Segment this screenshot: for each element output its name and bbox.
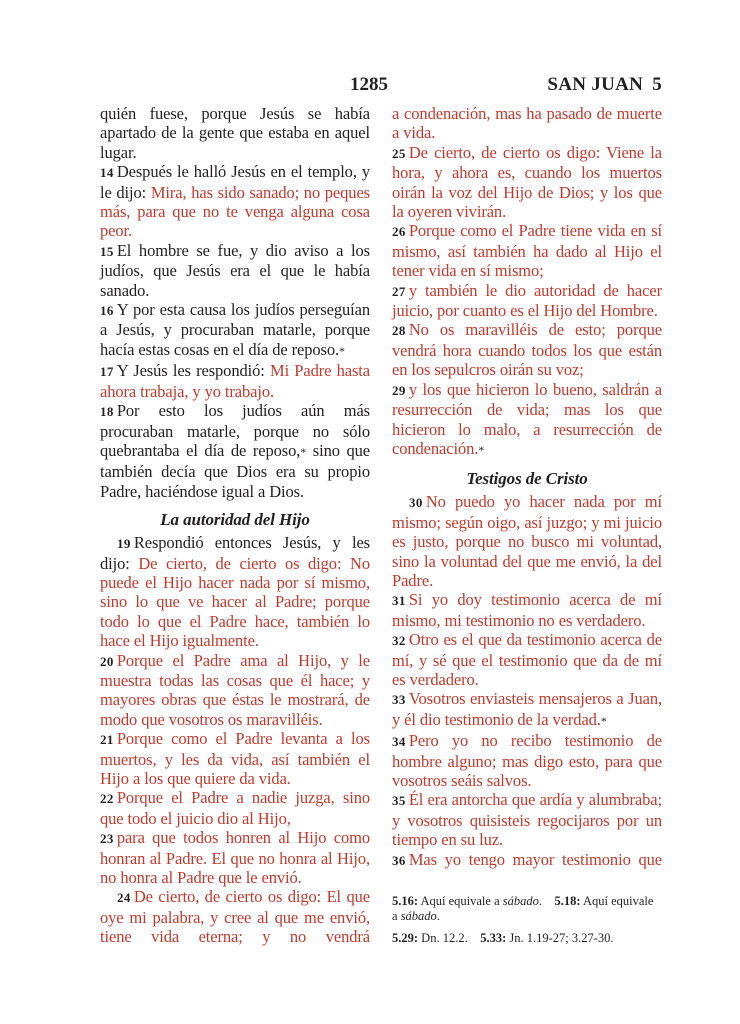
verse-text: Pero yo no recibo testimonio de hombre alguno; mas digo esto, para que vosotros seáis salvos. xyxy=(392,731,662,790)
verse-number: 15 xyxy=(100,243,114,259)
verse-number: 36 xyxy=(392,852,406,868)
verse-text: y los que hicieron lo bueno, saldrán a resurrección de vida; mas los que hicieron lo malo, a resurrección de condenación. xyxy=(392,379,662,458)
verse-27 xyxy=(392,281,662,321)
verse-25 xyxy=(392,143,662,222)
verse-number: 35 xyxy=(392,793,406,809)
left-column xyxy=(100,104,370,954)
verse-26 xyxy=(392,221,662,280)
verse-number: 26 xyxy=(392,224,406,240)
verse-17 xyxy=(100,361,370,401)
verse-text: y también le dio autoridad de hacer juicio, por cuanto es el Hijo del Hombre. xyxy=(392,280,662,321)
verse-number: 18 xyxy=(100,404,114,420)
verse-text: Y Jesús les respondió: xyxy=(116,361,270,381)
verse-19 xyxy=(100,533,370,650)
verse-number: 29 xyxy=(392,382,406,398)
verse-number: 28 xyxy=(392,323,406,339)
book-name: SAN JUAN xyxy=(547,74,644,95)
verse-text: Mi Padre hasta ahora trabaja, y yo trabajo. xyxy=(100,361,371,401)
verse-number: 31 xyxy=(392,593,406,609)
running-head xyxy=(547,74,662,96)
verse-28 xyxy=(392,320,662,379)
verse-36 xyxy=(392,850,662,870)
verse-text: No os maravilléis de esto; porque vendrá hora cuando todos los que están en los sepulcros oirán su voz; xyxy=(392,320,662,380)
footnote-text: . xyxy=(436,909,440,924)
page-number: 1285 xyxy=(350,74,388,95)
verse-22 xyxy=(100,788,370,828)
footnote-group xyxy=(392,894,662,924)
verse-text: para que todos honren al Hijo como honran al Padre. El que no honra al Hijo, no honra al Padre que le envió. xyxy=(100,828,370,888)
verse-30 xyxy=(392,492,662,590)
footnote-group xyxy=(392,931,662,946)
verse-35 xyxy=(392,790,662,849)
verse-text: Si yo doy testimonio acerca de mí mismo, mi testimonio no es verdadero. xyxy=(392,590,662,630)
verse-16 xyxy=(100,300,370,361)
verse-number: 27 xyxy=(392,283,406,299)
verse-text: Otro es el que da testimonio acerca de mí, y sé que el testimonio que da de mí es verdadero. xyxy=(392,630,662,689)
footnote-ref: 5.18: xyxy=(554,894,581,909)
verse-text: Mas yo tengo mayor testimonio que xyxy=(408,849,662,869)
verse-text: Porque el Padre ama al Hijo, y le muestra todas las cosas que él hace; y mayores obras que éstas le mostrará, de modo que vosotros os maravilléis. xyxy=(100,650,370,729)
verse-number: 30 xyxy=(409,495,423,511)
verse-number: 24 xyxy=(117,890,131,906)
verse-text: a condenación, mas ha pasado de muerte a vida. xyxy=(392,104,662,143)
verse-number: 19 xyxy=(117,536,131,552)
chapter-number: 5 xyxy=(652,74,662,95)
verse-15 xyxy=(100,241,370,300)
verse-text: Por esto los judíos aún más procuraban matarle, porque no sólo quebrantaba el día de reposo, xyxy=(100,401,370,460)
verse-text: Y por esta causa los judíos perseguían a Jesús, y procuraban matarle, porque hacía estas cosas en el día de reposo. xyxy=(100,300,370,359)
verse-18 xyxy=(100,401,370,501)
verse-text: Porque como el Padre levanta a los muertos, y les da vida, así también el Hijo a los que quiere da vida. xyxy=(100,729,370,788)
verse-23 xyxy=(100,828,370,887)
verse-32 xyxy=(392,630,662,689)
verse-text: Porque como el Padre tiene vida en sí mismo, así también ha dado al Hijo el tener vida en sí mismo; xyxy=(392,221,662,281)
footnote-ref: 5.29: xyxy=(392,931,419,946)
footnote-text: sábado xyxy=(502,894,539,909)
verse-number: 14 xyxy=(100,165,114,181)
verse-text: No puedo yo hacer nada por mí mismo; según oigo, así juzgo; y mi juicio es justo, porque no busco mi voluntad, sino la voluntad del que me envió, la del Padre. xyxy=(392,492,662,590)
verse-text: De cierto, de cierto os digo: Viene la hora, y ahora es, cuando los muertos oirán la voz del Hijo de Dios; y los que la oyeren vivirán. xyxy=(392,142,662,222)
verse-21 xyxy=(100,729,370,788)
continuation-paragraph xyxy=(392,104,662,143)
verse-text: Respondió entonces Jesús, y les dijo: xyxy=(100,533,370,573)
verse-34 xyxy=(392,731,662,790)
footnote-text: Dn. 12.2. xyxy=(418,931,481,946)
verse-text: Vosotros enviasteis mensajeros a Juan, y él dio testimonio de la verdad. xyxy=(392,689,662,729)
verse-number: 16 xyxy=(100,303,114,319)
verse-text: sino que también decía que Dios era su propio Padre, haciéndose igual a Dios. xyxy=(100,440,370,501)
footnote-marker: * xyxy=(600,713,607,728)
text-columns xyxy=(100,104,662,954)
footnote-marker: * xyxy=(339,343,345,358)
verse-text: Porque el Padre a nadie juzga, sino que todo el juicio dio al Hijo, xyxy=(100,788,370,828)
verse-number: 33 xyxy=(392,692,406,708)
verse-text: quién fuese, porque Jesús se había apartado de la gente que estaba en aquel lugar. xyxy=(100,104,370,162)
section-heading: Testigos de Cristo xyxy=(466,469,588,489)
footnote-marker: * xyxy=(300,444,307,459)
verse-text: De cierto, de cierto os digo: El que oye mi palabra, y cree al que me envió, tiene vida eterna; y no vendrá xyxy=(100,887,370,947)
footnotes xyxy=(392,894,662,947)
footnote-text: Aquí equivale a xyxy=(392,894,657,924)
verse-number: 23 xyxy=(100,831,114,847)
page-header xyxy=(100,74,662,99)
footnote-marker: * xyxy=(478,442,485,457)
verse-14 xyxy=(100,162,370,241)
verse-text: Después le halló Jesús en el templo, y le dijo: xyxy=(100,162,370,202)
verse-33 xyxy=(392,689,662,731)
right-column xyxy=(392,104,662,954)
verse-number: 34 xyxy=(392,734,406,750)
footnote-text: Aquí equivale a xyxy=(418,894,503,909)
verse-text: De cierto, de cierto os digo: No puede el Hijo hacer nada por sí mismo, sino lo que ve hacer al Padre; porque todo lo que el Padre hace, también lo hace el Hijo igualmente. xyxy=(100,553,370,651)
footnote-text: . xyxy=(538,894,555,909)
verse-number: 22 xyxy=(100,791,114,807)
verse-24 xyxy=(100,887,370,946)
verse-number: 21 xyxy=(100,732,114,748)
verse-31 xyxy=(392,590,662,630)
verse-20 xyxy=(100,651,370,730)
verse-29 xyxy=(392,380,662,461)
verse-text: Mira, has sido sanado; no peques más, para que no te venga alguna cosa peor. xyxy=(100,182,370,241)
verse-number: 17 xyxy=(100,364,114,380)
footnote-text: Jn. 1.19-27; 3.27-30. xyxy=(506,931,614,946)
continuation-paragraph xyxy=(100,104,370,162)
footnote-ref: 5.33: xyxy=(480,931,507,946)
verse-number: 25 xyxy=(392,145,406,161)
verse-text: El hombre se fue, y dio aviso a los judíos, que Jesús era el que le había sanado. xyxy=(100,240,370,300)
footnote-ref: 5.16: xyxy=(392,894,419,909)
footnote-text: sábado xyxy=(400,909,437,924)
verse-text: Él era antorcha que ardía y alumbraba; y vosotros quisisteis regocijaros por un tiempo en su luz. xyxy=(392,790,662,850)
verse-number: 32 xyxy=(392,633,406,649)
verse-number: 20 xyxy=(100,653,114,669)
section-heading: La autoridad del Hijo xyxy=(160,510,310,530)
